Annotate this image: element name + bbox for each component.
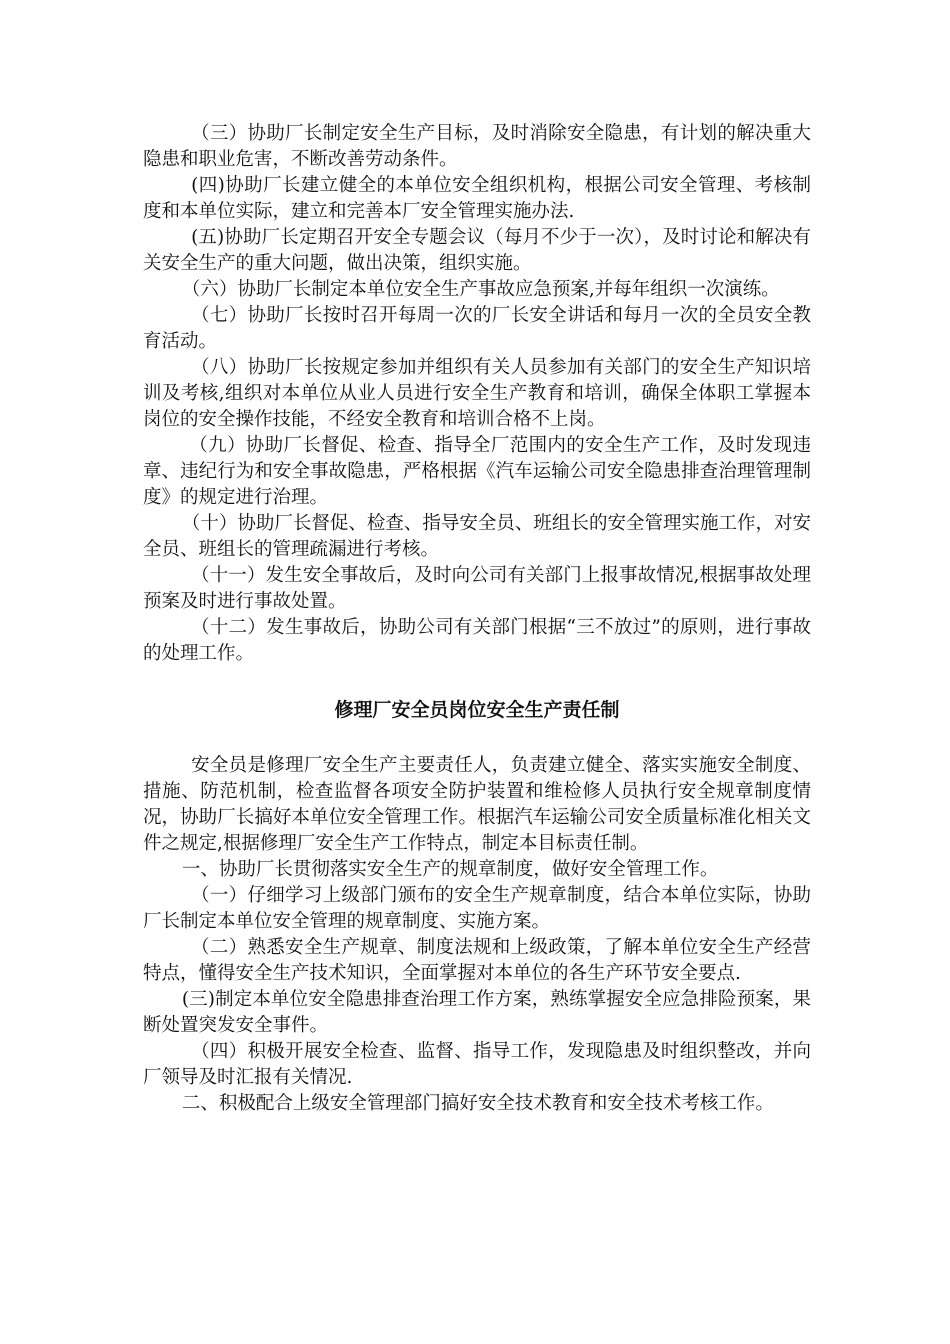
paragraph-item-12: （十二）发生事故后，协助公司有关部门根据“三不放过”的原则，进行事故的处理工作。 xyxy=(143,617,811,664)
intro-paragraph: 安全员是修理厂安全生产主要责任人，负责建立健全、落实实施安全制度、措施、防范机制，检查监督各项安全防护装置和维检修人员执行安全规章制度情况，协助厂长搞好本单位安全管理工作。根据汽车运输公司安全质量标准化相关文件之规定,根据修理厂安全生产工作特点，制定本目标责任制。 xyxy=(143,755,811,854)
paragraph-item-11: （十一）发生安全事故后，及时向公司有关部门上报事故情况,根据事故处理预案及时进行事故处置。 xyxy=(143,565,811,612)
responsibility-list-continued xyxy=(143,121,811,667)
clause-two: 二、积极配合上级安全管理部门搞好安全技术教育和安全技术考核工作。 xyxy=(181,1093,774,1114)
paragraph-item-10: （十）协助厂长督促、检查、指导安全员、班组长的安全管理实施工作，对安全员、班组长的管理疏漏进行考核。 xyxy=(143,513,811,560)
clause-one-item-3: (三)制定本单位安全隐患排查治理工作方案，熟练掌握安全应急排险预案，果断处置突发安全事件。 xyxy=(143,989,811,1036)
clause-one-item-1: （一）仔细学习上级部门颁布的安全生产规章制度，结合本单位实际，协助厂长制定本单位安全管理的规章制度、实施方案。 xyxy=(143,885,811,932)
paragraph-item-6: （六）协助厂长制定本单位安全生产事故应急预案,并每年组织一次演练。 xyxy=(181,279,780,300)
clause-one-item-4: （四）积极开展安全检查、监督、指导工作，发现隐患及时组织整改，并向厂领导及时汇报有关情况. xyxy=(143,1041,811,1088)
section-title: 修理厂安全员岗位安全生产责任制 xyxy=(334,699,620,721)
paragraph-item-5: (五)协助厂长定期召开安全专题会议（每月不少于一次），及时讨论和解决有关安全生产的重大问题，做出决策，组织实施。 xyxy=(143,227,811,274)
paragraph-item-7: （七）协助厂长按时召开每周一次的厂长安全讲话和每月一次的全员安全教育活动。 xyxy=(143,305,811,352)
paragraph-item-9: （九）协助厂长督促、检查、指导全厂范围内的安全生产工作，及时发现违章、违纪行为和安全事故隐患，严格根据《汽车运输公司安全隐患排查治理管理制度》的规定进行治理。 xyxy=(143,435,811,508)
paragraph-item-3: （三）协助厂长制定安全生产目标，及时消除安全隐患，有计划的解决重大隐患和职业危害，不断改善劳动条件。 xyxy=(143,123,811,170)
paragraph-item-8: （八）协助厂长按规定参加并组织有关人员参加有关部门的安全生产知识培训及考核,组织对本单位从业人员进行安全生产教育和培训，确保全体职工掌握本岗位的安全操作技能，不经安全教育和培训合格不上岗。 xyxy=(143,357,811,430)
paragraph-item-4: (四)协助厂长建立健全的本单位安全组织机构，根据公司安全管理、考核制度和本单位实际，建立和完善本厂安全管理实施办法. xyxy=(143,175,811,222)
document-body xyxy=(143,121,811,1117)
safety-officer-section xyxy=(143,753,811,1117)
clause-one: 一、协助厂长贯彻落实安全生产的规章制度，做好安全管理工作。 xyxy=(181,859,719,880)
clause-one-item-2: （二）熟悉安全生产规章、制度法规和上级政策，了解本单位安全生产经营特点，懂得安全生产技术知识，全面掌握对本单位的各生产环节安全要点. xyxy=(143,937,811,984)
